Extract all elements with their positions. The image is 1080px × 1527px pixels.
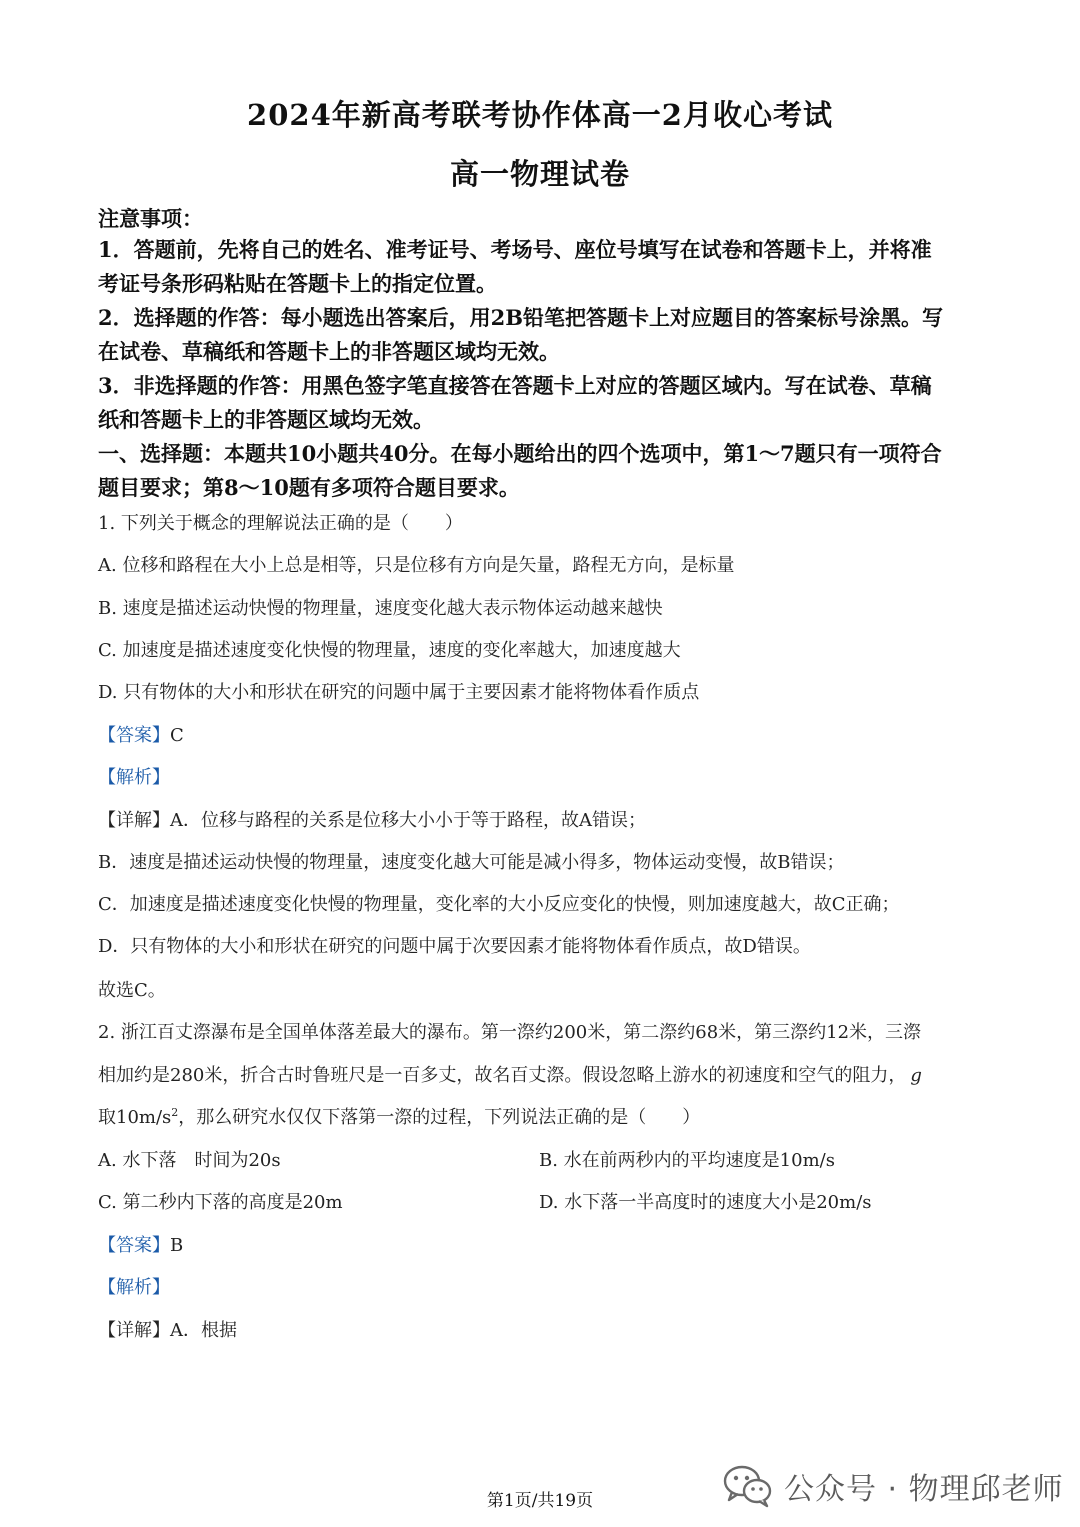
question-2-option-d: D. 水下落一半高度时的速度大小是20m/s xyxy=(539,1192,872,1213)
detail-tag: 【详解】 xyxy=(98,1320,170,1341)
stem-line-3-value: 取10m/s xyxy=(98,1107,172,1128)
answer-tag: 【答案】 xyxy=(98,1235,170,1256)
detail-tag: 【详解】 xyxy=(98,810,170,831)
stem-line-3-text: ，那么研究水仅仅下落第一漈的过程，下列说法正确的是（ ） xyxy=(178,1107,701,1128)
notice-item-3-line-1: 3．非选择题的作答：用黑色签字笔直接答在答题卡上对应的答题区域内。写在试卷、草稿 xyxy=(98,373,932,398)
notice-item-1-line-2: 考证号条形码粘贴在答题卡上的指定位置。 xyxy=(98,271,497,296)
g-symbol: g xyxy=(910,1065,922,1086)
question-2-option-c: C. 第二秒内下落的高度是20m xyxy=(98,1192,343,1213)
question-1-stem: 1. 下列关于概念的理解说法正确的是（ ） xyxy=(98,513,463,534)
question-1-option-a: A. 位移和路程在大小上总是相等，只是位移有方向是矢量，路程无方向，是标量 xyxy=(98,555,735,576)
stem-line-3-exponent: 2 xyxy=(171,1106,179,1119)
page-title: 2024年新高考联考协作体高一2月收心考试 xyxy=(247,98,833,132)
detail-a-text: A．位移与路程的关系是位移大小小于等于路程，故A错误； xyxy=(170,810,646,831)
question-2-option-b: B. 水在前两秒内的平均速度是10m/s xyxy=(539,1150,835,1171)
notice-item-2-line-1: 2．选择题的作答：每小题选出答案后，用2B铅笔把答题卡上对应题目的答案标号涂黑。写 xyxy=(98,305,943,330)
question-1-detail-b: B．速度是描述运动快慢的物理量，速度变化越大可能是减小得多，物体运动变慢，故B错误； xyxy=(98,852,845,873)
question-2-stem-line-2 xyxy=(98,1061,922,1087)
watermark xyxy=(722,1461,1064,1511)
question-1-detail-d: D．只有物体的大小和形状在研究的问题中属于次要因素才能将物体看作质点，故D错误。 xyxy=(98,936,811,957)
question-1-option-b: B. 速度是描述运动快慢的物理量，速度变化越大表示物体运动越来越快 xyxy=(98,598,663,619)
question-2-stem-line-3 xyxy=(98,1103,700,1129)
answer-value: B xyxy=(170,1235,184,1256)
page-number: 第1页/共19页 xyxy=(486,1491,594,1511)
question-1-conclusion: 故选C。 xyxy=(98,980,166,1001)
notice-heading: 注意事项： xyxy=(98,206,203,231)
question-2-analysis-tag: 【解析】 xyxy=(98,1277,170,1298)
question-2-option-a: A. 水下落 时间为20s xyxy=(98,1150,281,1171)
detail-a-text: A．根据 xyxy=(170,1320,237,1341)
wechat-icon xyxy=(722,1464,774,1508)
question-1-detail-a xyxy=(98,806,646,832)
question-1-detail-c: C．加速度是描述速度变化快慢的物理量，变化率的大小反应变化的快慢，则加速度越大，故C正确； xyxy=(98,894,900,915)
question-1-option-c: C. 加速度是描述速度变化快慢的物理量，速度的变化率越大，加速度越大 xyxy=(98,640,681,661)
notice-item-2-line-2: 在试卷、草稿纸和答题卡上的非答题区域均无效。 xyxy=(98,339,560,364)
page-subtitle: 高一物理试卷 xyxy=(449,157,630,191)
stem-line-2-text: 相加约是280米，折合古时鲁班尺是一百多丈，故名百丈漈。假设忽略上游水的初速度和空气的阻力， xyxy=(98,1065,907,1086)
section-heading-line-2: 题目要求；第8～10题有多项符合题目要求。 xyxy=(98,475,520,500)
question-1-answer xyxy=(98,721,184,747)
question-2-answer xyxy=(98,1231,183,1257)
question-2-stem-line-1: 2. 浙江百丈漈瀑布是全国单体落差最大的瀑布。第一漈约200米，第二漈约68米，第三漈约12米，三漈 xyxy=(98,1022,922,1043)
notice-item-1-line-1: 1．答题前，先将自己的姓名、准考证号、考场号、座位号填写在试卷和答题卡上，并将准 xyxy=(98,237,932,262)
watermark-text: 公众号 · 物理邱老师 xyxy=(784,1472,1064,1507)
question-1-analysis-tag: 【解析】 xyxy=(98,767,170,788)
question-2-detail-a xyxy=(98,1316,237,1342)
answer-value: C xyxy=(170,725,184,746)
question-1-option-d: D. 只有物体的大小和形状在研究的问题中属于主要因素才能将物体看作质点 xyxy=(98,682,700,703)
answer-tag: 【答案】 xyxy=(98,725,170,746)
section-heading-line-1: 一、选择题：本题共10小题共40分。在每小题给出的四个选项中，第1～7题只有一项符合 xyxy=(98,441,942,466)
notice-item-3-line-2: 纸和答题卡上的非答题区域均无效。 xyxy=(98,407,434,432)
